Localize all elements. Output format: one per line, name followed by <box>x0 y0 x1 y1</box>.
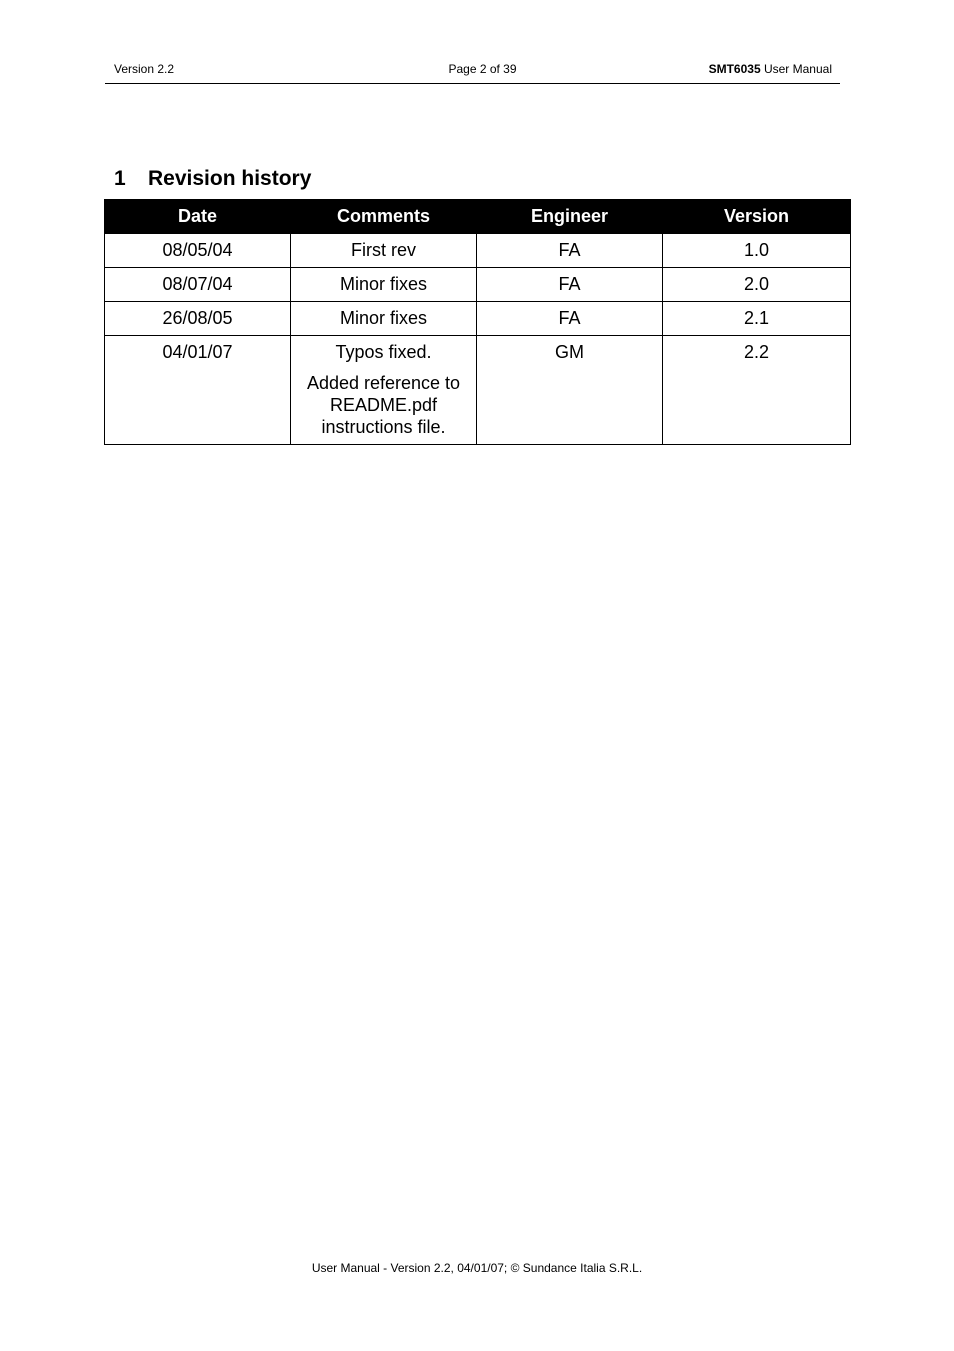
header-manual-label: User Manual <box>760 62 832 76</box>
comment-line: First rev <box>351 240 416 260</box>
comment-line: Typos fixed. <box>335 342 432 362</box>
table-row <box>105 268 851 302</box>
column-header-date: Date <box>105 200 291 234</box>
table-row <box>105 302 851 336</box>
column-header-engineer: Engineer <box>477 200 663 234</box>
column-header-comments: Comments <box>291 200 477 234</box>
cell-engineer: FA <box>477 268 663 302</box>
header-product-code: SMT6035 <box>708 62 761 76</box>
cell-engineer: FA <box>477 302 663 336</box>
cell-comments <box>291 234 477 268</box>
revision-table <box>104 199 851 445</box>
page-header <box>105 61 840 84</box>
cell-date: 04/01/07 <box>105 336 291 445</box>
header-document-title <box>709 62 832 76</box>
cell-version: 2.0 <box>663 268 851 302</box>
cell-date: 08/05/04 <box>105 234 291 268</box>
cell-version: 2.2 <box>663 336 851 445</box>
table-header-row <box>105 200 851 234</box>
column-header-version: Version <box>663 200 851 234</box>
cell-version: 1.0 <box>663 234 851 268</box>
header-page-number: Page 2 of 39 <box>448 62 517 76</box>
table-row <box>105 336 851 445</box>
cell-comments <box>291 336 477 445</box>
cell-date: 08/07/04 <box>105 268 291 302</box>
comment-line: Minor fixes <box>339 308 428 328</box>
cell-engineer: FA <box>477 234 663 268</box>
page-footer: User Manual - Version 2.2, 04/01/07; © Sundance Italia S.R.L. <box>311 1261 643 1275</box>
header-version: Version 2.2 <box>114 62 175 76</box>
comment-line: Added reference to README.pdf instructions file. <box>306 373 461 437</box>
cell-engineer: GM <box>477 336 663 445</box>
comment-line: Minor fixes <box>339 274 428 294</box>
cell-comments <box>291 268 477 302</box>
table-row <box>105 234 851 268</box>
section-title: Revision history <box>148 167 312 190</box>
cell-date: 26/08/05 <box>105 302 291 336</box>
cell-comments <box>291 302 477 336</box>
section-number: 1 <box>114 167 126 190</box>
cell-version: 2.1 <box>663 302 851 336</box>
section-heading <box>114 167 311 191</box>
